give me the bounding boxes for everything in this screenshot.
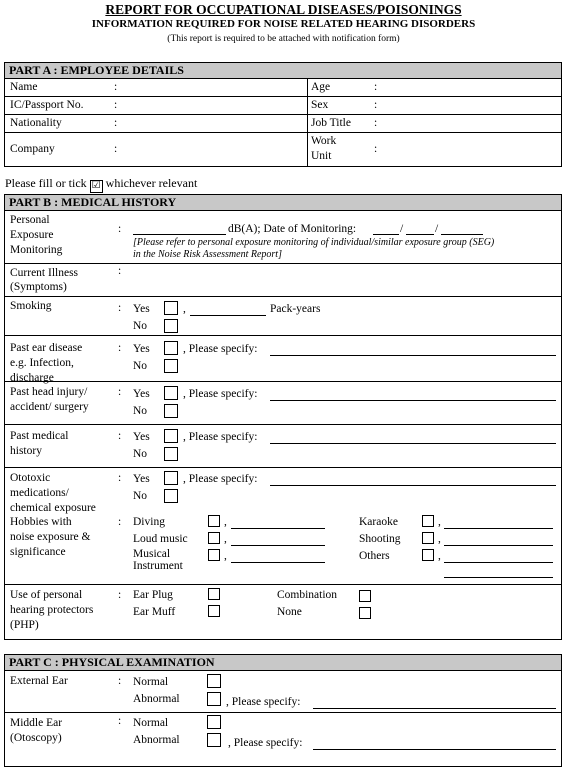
combination-checkbox[interactable] xyxy=(359,590,371,602)
ototoxic-label: Ototoxic medications/ chemical exposure xyxy=(10,472,96,514)
past-ear-yes-checkbox[interactable] xyxy=(164,341,178,355)
exposure-note: [Please refer to personal exposure monitoring of individual/similar exposure group (SEG) xyxy=(133,237,495,248)
past-ear-no-checkbox[interactable] xyxy=(164,359,178,373)
others-label: Others xyxy=(359,550,390,562)
part-c-title: PART C : PHYSICAL EXAMINATION xyxy=(5,655,561,671)
current-illness-label: Current Illness (Symptoms) xyxy=(10,267,79,293)
monitoring-day-field[interactable] xyxy=(373,234,399,235)
external-ear-abnormal-checkbox[interactable] xyxy=(207,692,221,706)
monitoring-month-field[interactable] xyxy=(406,234,434,235)
ear-muff-label: Ear Muff xyxy=(133,606,176,618)
past-head-injury-label: Past head injury/ accident/ surgery xyxy=(10,386,89,413)
past-ear-disease-label: Past ear disease e.g. Infection, discharge xyxy=(10,342,83,384)
php-label: Use of personal hearing protectors (PHP) xyxy=(10,589,94,631)
shooting-label: Shooting xyxy=(359,533,401,545)
others-field-line-2[interactable] xyxy=(444,577,553,578)
diving-checkbox[interactable] xyxy=(208,515,220,527)
loud-music-field[interactable] xyxy=(231,545,325,546)
company-label: Company xyxy=(10,143,55,155)
musical-instrument-label: Musical Instrument xyxy=(133,548,183,572)
part-a-section xyxy=(4,62,562,167)
middle-ear-normal-checkbox[interactable] xyxy=(207,715,221,729)
loud-music-label: Loud music xyxy=(133,533,188,545)
name-label: Name xyxy=(10,81,38,93)
karaoke-field[interactable] xyxy=(444,528,553,529)
smoking-yes-checkbox[interactable] xyxy=(164,301,178,315)
part-a-title: PART A : EMPLOYEE DETAILS xyxy=(5,63,561,79)
loud-music-checkbox[interactable] xyxy=(208,532,220,544)
musical-instrument-checkbox[interactable] xyxy=(208,549,220,561)
middle-ear-specify-field[interactable] xyxy=(313,749,556,750)
shooting-field[interactable] xyxy=(444,545,553,546)
checked-box-icon: ☑ xyxy=(90,180,103,193)
monitoring-year-field[interactable] xyxy=(441,234,483,235)
instruction-line: Please fill or tick ☑ whichever relevant xyxy=(5,176,198,191)
shooting-checkbox[interactable] xyxy=(422,532,434,544)
report-title: REPORT FOR OCCUPATIONAL DISEASES/POISONINGS xyxy=(105,2,462,17)
age-label: Age xyxy=(311,81,331,93)
middle-ear-label: Middle Ear (Otoscopy) xyxy=(10,717,63,744)
ear-muff-checkbox[interactable] xyxy=(208,605,220,617)
report-subtitle: INFORMATION REQUIRED FOR NOISE RELATED HEARING DISORDERS xyxy=(91,18,476,30)
part-c-section xyxy=(4,654,562,767)
report-note: (This report is required to be attached with notification form) xyxy=(167,34,400,44)
none-checkbox[interactable] xyxy=(359,607,371,619)
combination-label: Combination xyxy=(277,589,338,601)
ear-plug-label: Ear Plug xyxy=(133,589,173,601)
nationality-label: Nationality xyxy=(10,117,62,129)
sex-label: Sex xyxy=(311,99,329,111)
none-label: None xyxy=(277,606,302,618)
external-ear-normal-checkbox[interactable] xyxy=(207,674,221,688)
musical-instrument-field[interactable] xyxy=(231,562,325,563)
diving-field[interactable] xyxy=(231,528,325,529)
past-ear-specify-field[interactable] xyxy=(270,355,556,356)
job-title-label: Job Title xyxy=(311,117,351,129)
exposure-level-field[interactable] xyxy=(133,234,226,235)
part-b-title: PART B : MEDICAL HISTORY xyxy=(5,195,561,211)
external-ear-specify-field[interactable] xyxy=(313,708,556,709)
past-medical-no-checkbox[interactable] xyxy=(164,447,178,461)
past-head-specify-field[interactable] xyxy=(270,400,556,401)
past-head-no-checkbox[interactable] xyxy=(164,404,178,418)
exposure-label: Personal Exposure Monitoring xyxy=(10,214,63,256)
ear-plug-checkbox[interactable] xyxy=(208,588,220,600)
past-medical-history-label: Past medical history xyxy=(10,430,69,457)
part-b-section xyxy=(4,194,562,640)
smoking-label: Smoking xyxy=(10,300,52,312)
ototoxic-specify-field[interactable] xyxy=(270,485,556,486)
others-checkbox[interactable] xyxy=(422,549,434,561)
ic-passport-label: IC/Passport No. xyxy=(10,99,84,111)
karaoke-label: Karaoke xyxy=(359,516,398,528)
pack-years-field[interactable] xyxy=(190,315,266,316)
past-medical-yes-checkbox[interactable] xyxy=(164,429,178,443)
past-medical-specify-field[interactable] xyxy=(270,443,556,444)
others-field[interactable] xyxy=(444,562,553,563)
external-ear-label: External Ear xyxy=(10,675,68,687)
karaoke-checkbox[interactable] xyxy=(422,515,434,527)
hobbies-label: Hobbies with noise exposure & significance xyxy=(10,516,91,558)
ototoxic-yes-checkbox[interactable] xyxy=(164,471,178,485)
past-head-yes-checkbox[interactable] xyxy=(164,386,178,400)
middle-ear-abnormal-checkbox[interactable] xyxy=(207,733,221,747)
smoking-no-checkbox[interactable] xyxy=(164,319,178,333)
diving-label: Diving xyxy=(133,516,165,528)
ototoxic-no-checkbox[interactable] xyxy=(164,489,178,503)
work-unit-label: Work xyxy=(311,135,337,147)
